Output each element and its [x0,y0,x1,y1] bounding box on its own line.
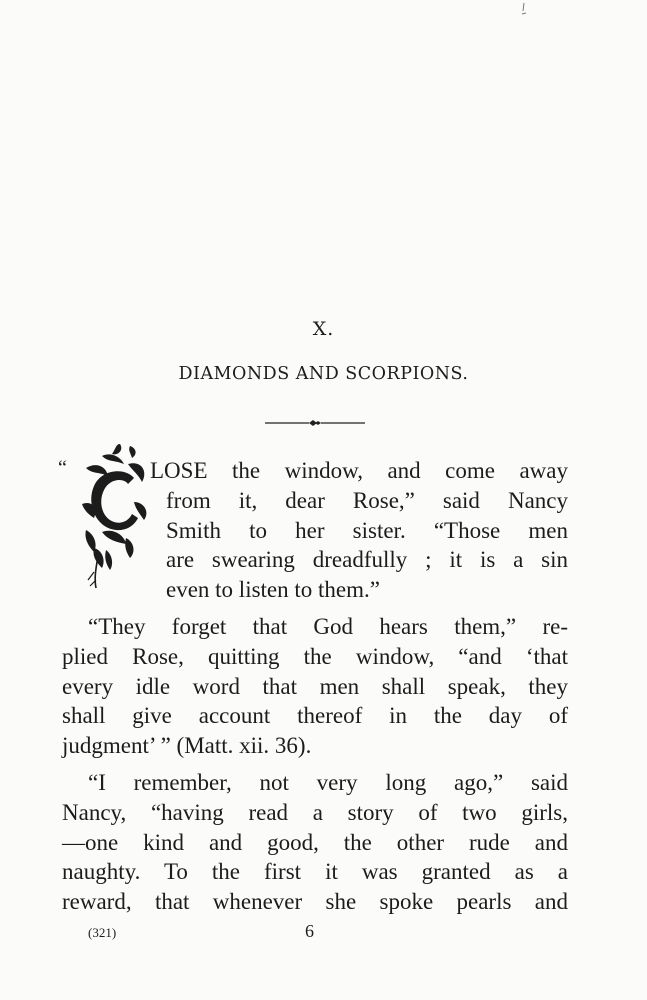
pencil-mark [518,2,530,20]
paragraph-3-line-3: —one kind and good, the other rude and [62,829,568,855]
paragraph-2-line-3: every idle word that men shall speak, they [62,673,568,699]
paragraph-3-line-1: “I remember, not very long ago,” said [88,770,568,795]
paragraph-1-continued [166,486,568,604]
paragraph-1-line-3: Smith to her sister. “Those men [166,517,568,543]
paragraph-1-line-4: are swearing dreadfully ; it is a sin [166,547,568,572]
paragraph-1-line-1: LOSE the window, and come away [150,458,568,483]
paragraph-2-line-1: “They forget that God hears them,” re- [88,614,568,639]
opening-quote-mark: “ [58,457,67,479]
chapter-title: DIAMONDS AND SCORPIONS. [178,364,469,384]
paragraph-3 [62,798,568,916]
paragraph-3-first [88,768,568,798]
paragraph-2 [62,642,568,760]
paragraph-3-line-4: naughty. To the first it was granted as a [62,859,568,884]
paragraph-2-line-4: shall give account thereof in the day of [62,703,568,728]
paragraph-1-line-2: from it, dear Rose,” said Nancy [166,488,568,513]
paragraph-1-line-5: even to listen to them.” [166,576,380,602]
signature-mark: (321) [88,925,117,940]
paragraph-3-line-2: Nancy, “having read a story of two girls, [62,800,568,825]
paragraph-2-line-5: judgment’ ” (Matt. xii. 36). [62,732,312,758]
divider-ornament [265,416,365,430]
paragraph-1 [150,456,568,486]
ornamental-drop-cap-c [72,438,150,590]
page-number: 6 [305,921,314,941]
paragraph-2-line-2: plied Rose, quitting the window, “and ‘that [62,644,568,669]
chapter-number: X. [312,318,335,340]
paragraph-2-first [88,612,568,642]
paragraph-3-line-5: reward, that whenever she spoke pearls and [62,888,568,914]
